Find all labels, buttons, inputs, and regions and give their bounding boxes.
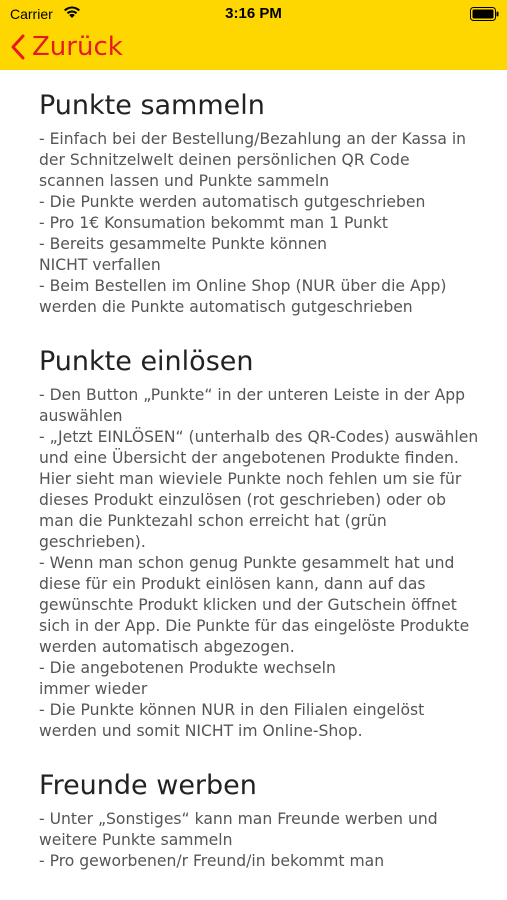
navigation-bar (0, 28, 507, 70)
section-body: - Den Button „Punkte“ in der unteren Leiste in der App auswählen - „Jetzt EINLÖSEN“ (unterhalb des QR-Codes) auswählen und eine Übersicht der angebotenen Produkte finden. Hier sieht man wieviele Punkte noch fehlen um sie für dieses Produkt einzulösen (rot geschrieben) oder ob man die Punktezahl schon erreicht hat (grün geschrieben). - Wenn man schon genug Punkte gesammelt hat und diese für ein Produkt einlösen kann, dann auf das gewünschte Produkt klicken und der Gutschein öffnet sich in der App. Die Punkte für das eingelöste Produkte werden automatisch abgezogen. - Die angebotenen Produkte wechseln immer wieder - Die Punkte können NUR in den Filialen eingelöst werden und somit NICHT im Online-Shop. (39, 386, 479, 740)
section-body: - Unter „Sonstiges“ kann man Freunde werben und weitere Punkte sammeln - Pro geworbenen/r Freund/in bekommt man (39, 810, 438, 870)
section-title: Punkte sammeln (39, 90, 265, 121)
battery-icon (470, 7, 500, 21)
status-bar (0, 0, 507, 28)
info-content (39, 88, 479, 898)
header-bar (0, 0, 507, 70)
section-punkte-sammeln (39, 88, 479, 318)
section-punkte-einloesen (39, 344, 479, 742)
back-button[interactable] (10, 28, 123, 66)
back-label: Zurück (32, 32, 123, 62)
carrier-label: Carrier (10, 6, 53, 22)
section-body: - Einfach bei der Bestellung/Bezahlung an der Kassa in der Schnitzelwelt deinen persönlichen QR Code scannen lassen und Punkte sammeln - Die Punkte werden automatisch gutgeschrieben - Pro 1€ Konsumation bekommt man 1 Punkt - Bereits gesammelte Punkte können NICHT verfallen - Beim Bestellen im Online Shop (NUR über die App) werden die Punkte automatisch gutgeschrieben (39, 130, 467, 316)
section-title: Freunde werben (39, 770, 257, 801)
chevron-left-icon (10, 34, 26, 60)
clock-time: 3:16 PM (225, 5, 282, 22)
section-title: Punkte einlösen (39, 346, 254, 377)
section-freunde-werben (39, 768, 479, 872)
